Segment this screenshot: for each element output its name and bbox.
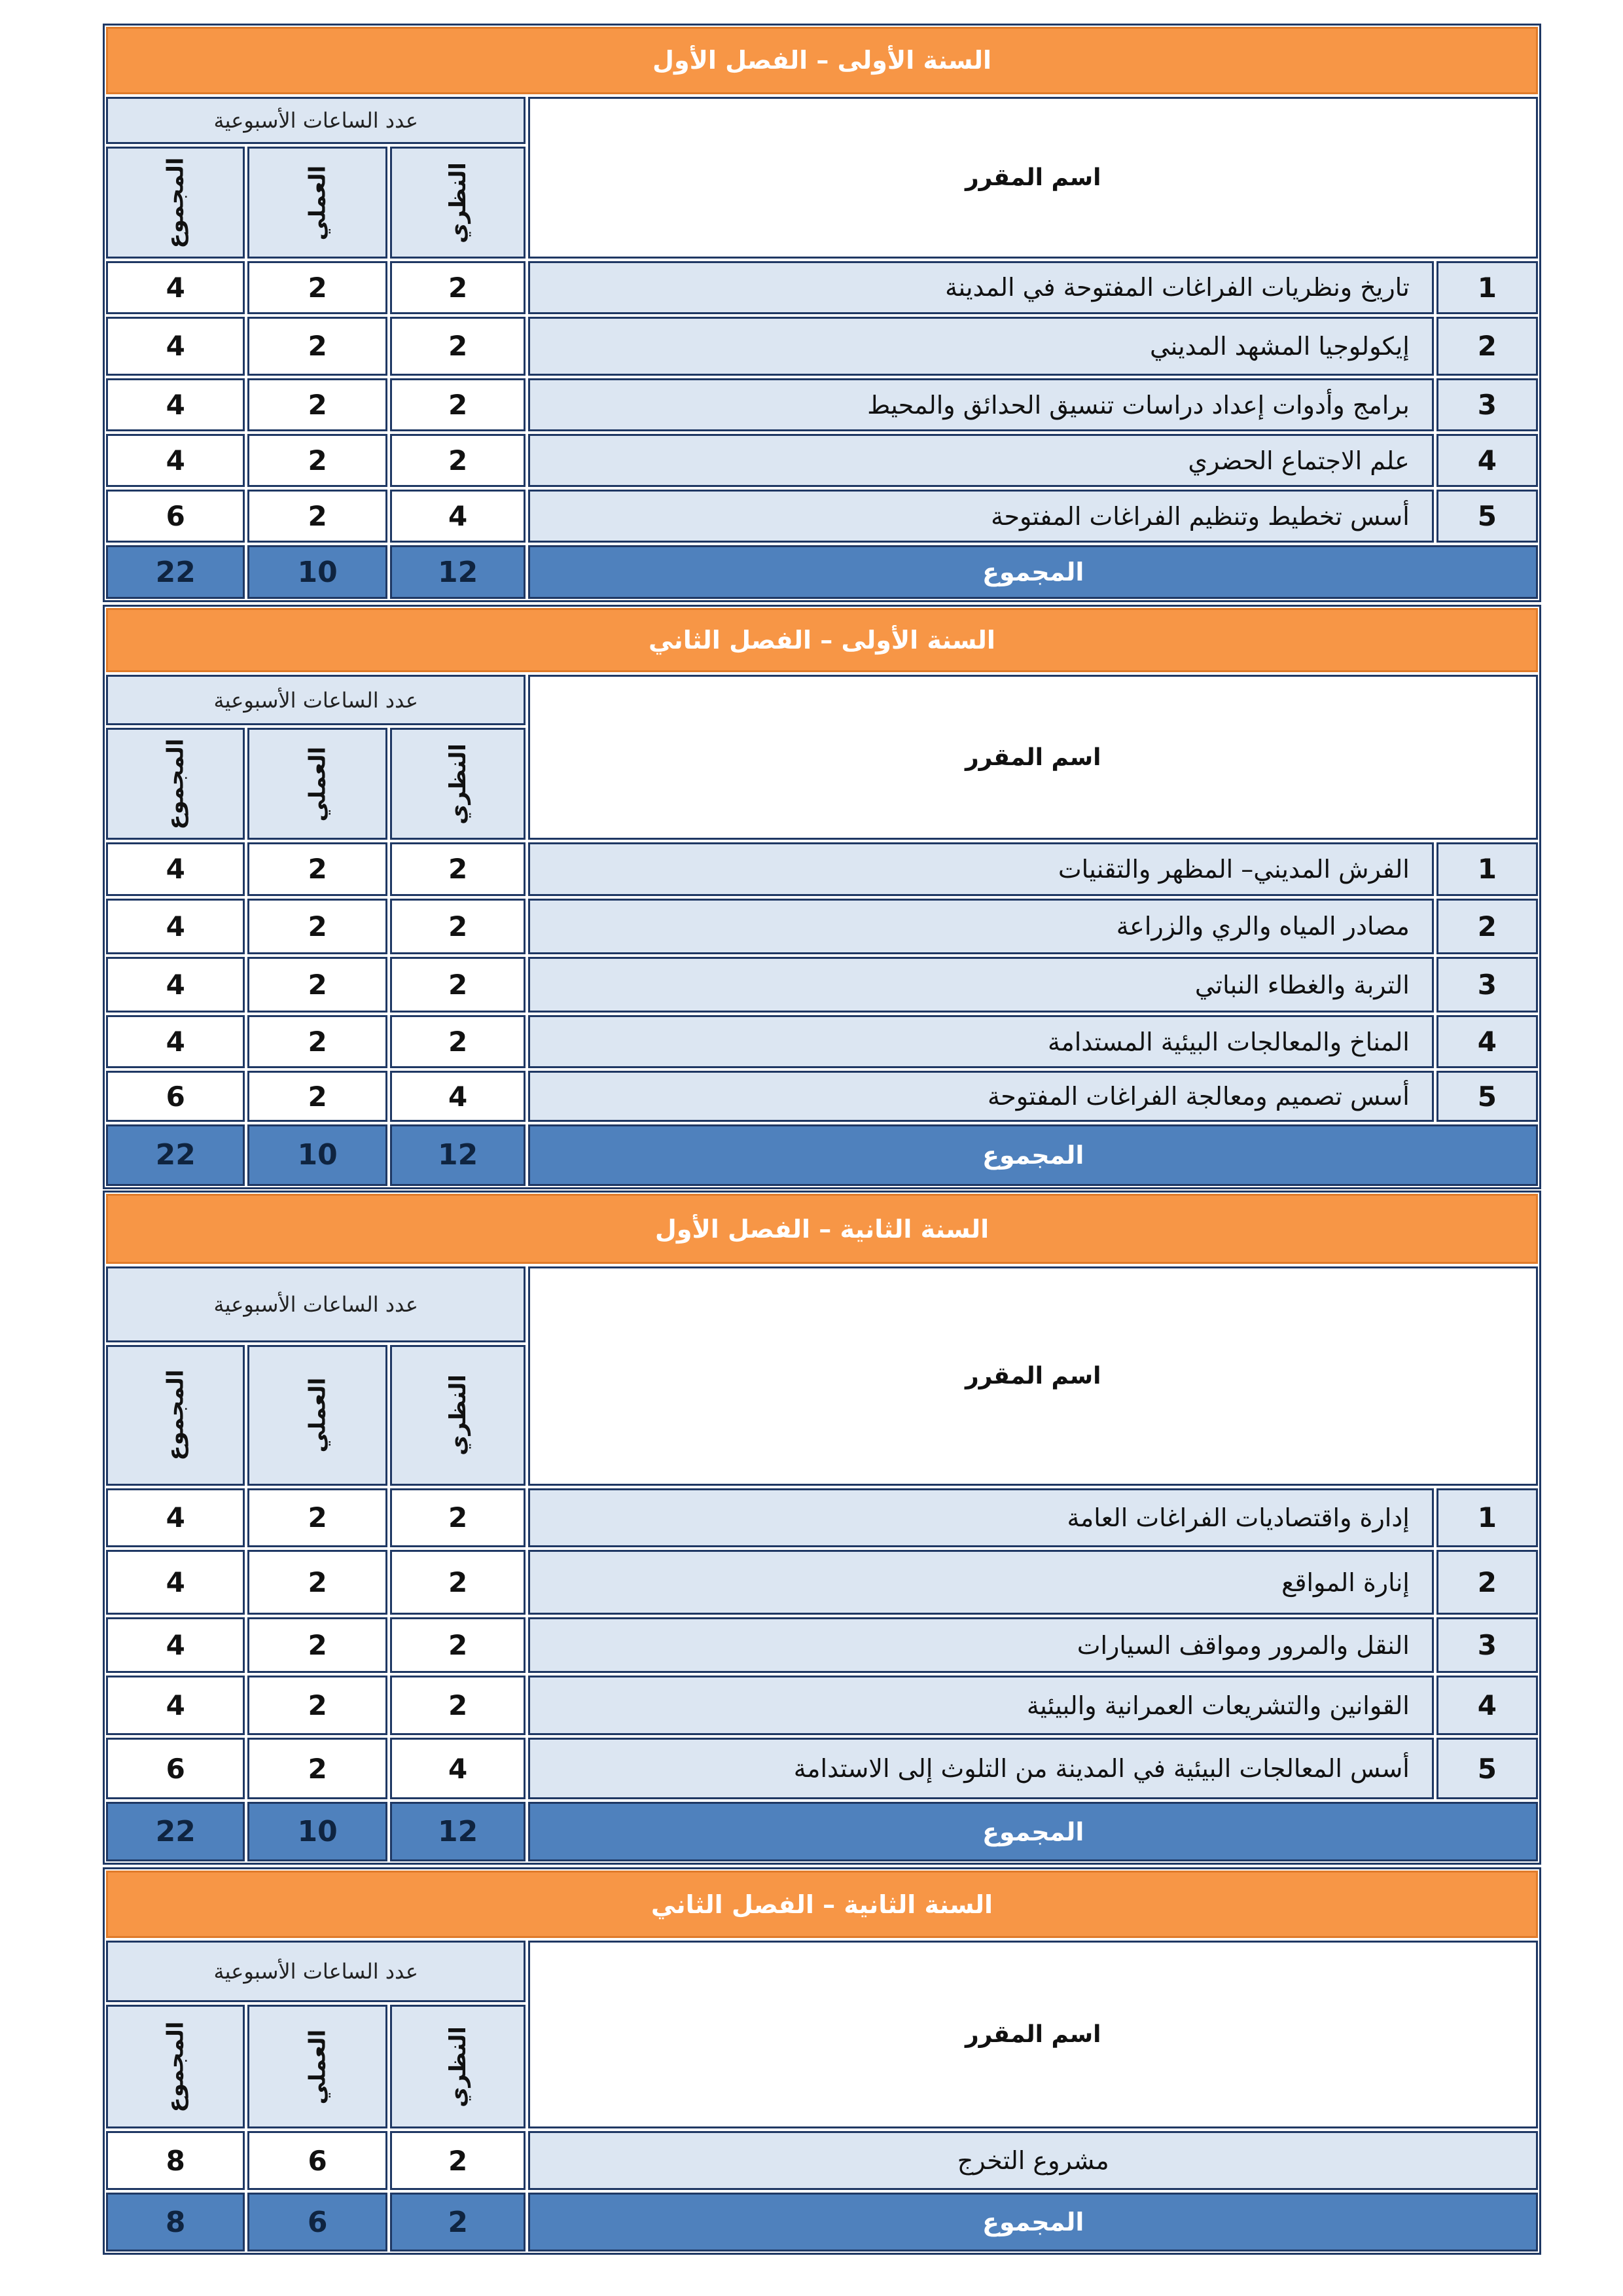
practical-hours-cell: 2 — [247, 1071, 387, 1121]
semester-title: السنة الأولى – الفصل الأول — [106, 27, 1538, 94]
sum-label: المجموع — [528, 1802, 1538, 1861]
course-number-cell: 2 — [1436, 1550, 1538, 1615]
course-name-header: اسم المقرر — [528, 1941, 1538, 2128]
semester-title: السنة الأولى – الفصل الثاني — [106, 608, 1538, 672]
course-name-cell: مشروع التخرج — [528, 2131, 1538, 2190]
practical-hours-label: العملي — [304, 165, 331, 240]
theory-hours-cell: 2 — [390, 317, 526, 376]
practical-hours-cell: 6 — [247, 2131, 387, 2190]
theory-hours-header — [390, 728, 526, 840]
theory-hours-cell: 2 — [390, 957, 526, 1013]
theory-hours-label: النظري — [444, 2026, 471, 2108]
course-name-cell: إيكولوجيا المشهد المديني — [528, 317, 1433, 376]
theory-hours-cell: 2 — [390, 261, 526, 314]
practical-hours-header — [247, 2005, 387, 2128]
course-number-cell: 4 — [1436, 1015, 1538, 1068]
total-hours-header — [106, 728, 245, 840]
practical-hours-cell: 2 — [247, 1676, 387, 1735]
theory-hours-cell: 2 — [390, 1015, 526, 1068]
course-number-cell: 4 — [1436, 434, 1538, 487]
practical-hours-label: العملي — [304, 2029, 331, 2104]
course-name-cell: المناخ والمعالجات البيئية المستدامة — [528, 1015, 1433, 1068]
theory-hours-cell: 2 — [390, 842, 526, 896]
total-hours-cell: 6 — [106, 490, 245, 543]
total-hours-label: المجموع — [162, 156, 189, 249]
course-name-cell: علم الاجتماع الحضري — [528, 434, 1433, 487]
practical-hours-cell: 2 — [247, 1738, 387, 1799]
theory-hours-cell: 2 — [390, 434, 526, 487]
total-hours-header — [106, 1345, 245, 1485]
theory-hours-cell: 2 — [390, 899, 526, 954]
practical-hours-cell: 2 — [247, 957, 387, 1013]
sum-practical-hours: 6 — [247, 2193, 387, 2251]
course-number-cell: 4 — [1436, 1676, 1538, 1735]
theory-hours-cell: 2 — [390, 1676, 526, 1735]
total-hours-label: المجموع — [162, 738, 189, 830]
total-hours-label: المجموع — [162, 1369, 189, 1461]
course-number-cell: 1 — [1436, 1488, 1538, 1548]
practical-hours-cell: 2 — [247, 1550, 387, 1615]
theory-hours-cell: 4 — [390, 490, 526, 543]
total-hours-cell: 4 — [106, 1550, 245, 1615]
theory-hours-label: النظري — [444, 1374, 471, 1456]
semester-table — [103, 24, 1541, 602]
practical-hours-header — [247, 728, 387, 840]
sum-label: المجموع — [528, 2193, 1538, 2251]
practical-hours-header — [247, 1345, 387, 1485]
total-hours-cell: 4 — [106, 378, 245, 431]
weekly-hours-header: عدد الساعات الأسبوعية — [106, 1941, 526, 2002]
semester-title: السنة الثانية – الفصل الثاني — [106, 1871, 1538, 1938]
course-number-cell: 5 — [1436, 490, 1538, 543]
sum-theory-hours: 2 — [390, 2193, 526, 2251]
practical-hours-cell: 2 — [247, 1488, 387, 1548]
theory-hours-header — [390, 1345, 526, 1485]
theory-hours-cell: 2 — [390, 1488, 526, 1548]
semester-title: السنة الثانية – الفصل الأول — [106, 1194, 1538, 1264]
sum-total-hours: 8 — [106, 2193, 245, 2251]
theory-hours-label: النظري — [444, 743, 471, 825]
theory-hours-header — [390, 147, 526, 259]
practical-hours-label: العملي — [304, 1377, 331, 1453]
practical-hours-header — [247, 147, 387, 259]
sum-theory-hours: 12 — [390, 545, 526, 599]
course-name-cell: إدارة واقتصاديات الفراغات العامة — [528, 1488, 1433, 1548]
theory-hours-cell: 2 — [390, 1550, 526, 1615]
total-hours-cell: 6 — [106, 1738, 245, 1799]
total-hours-cell: 4 — [106, 261, 245, 314]
weekly-hours-header: عدد الساعات الأسبوعية — [106, 1266, 526, 1342]
course-name-cell: أسس المعالجات البيئية في المدينة من التلوث إلى الاستدامة — [528, 1738, 1433, 1799]
sum-practical-hours: 10 — [247, 1124, 387, 1186]
course-name-cell: تاريخ ونظريات الفراغات المفتوحة في المدينة — [528, 261, 1433, 314]
course-number-cell: 3 — [1436, 378, 1538, 431]
course-number-cell: 2 — [1436, 317, 1538, 376]
practical-hours-cell: 2 — [247, 261, 387, 314]
sum-total-hours: 22 — [106, 1802, 245, 1861]
semester-table — [103, 1191, 1541, 1865]
theory-hours-cell: 2 — [390, 1617, 526, 1673]
total-hours-cell: 4 — [106, 842, 245, 896]
theory-hours-label: النظري — [444, 162, 471, 243]
course-number-cell: 5 — [1436, 1738, 1538, 1799]
practical-hours-cell: 2 — [247, 842, 387, 896]
course-name-cell: مصادر المياه والري والزراعة — [528, 899, 1433, 954]
total-hours-cell: 4 — [106, 317, 245, 376]
total-hours-cell: 6 — [106, 1071, 245, 1121]
practical-hours-cell: 2 — [247, 1015, 387, 1068]
course-name-header: اسم المقرر — [528, 675, 1538, 840]
sum-theory-hours: 12 — [390, 1802, 526, 1861]
course-name-header: اسم المقرر — [528, 1266, 1538, 1485]
semester-table — [103, 1867, 1541, 2255]
sum-theory-hours: 12 — [390, 1124, 526, 1186]
course-name-header: اسم المقرر — [528, 97, 1538, 259]
course-name-cell: القوانين والتشريعات العمرانية والبيئية — [528, 1676, 1433, 1735]
course-name-cell: إنارة المواقع — [528, 1550, 1433, 1615]
total-hours-cell: 4 — [106, 957, 245, 1013]
total-hours-cell: 8 — [106, 2131, 245, 2190]
sum-label: المجموع — [528, 1124, 1538, 1186]
total-hours-cell: 4 — [106, 1015, 245, 1068]
sum-practical-hours: 10 — [247, 1802, 387, 1861]
weekly-hours-header: عدد الساعات الأسبوعية — [106, 675, 526, 725]
practical-hours-cell: 2 — [247, 899, 387, 954]
course-number-cell: 1 — [1436, 261, 1538, 314]
course-name-cell: النقل والمرور ومواقف السيارات — [528, 1617, 1433, 1673]
total-hours-cell: 4 — [106, 434, 245, 487]
theory-hours-cell: 2 — [390, 378, 526, 431]
course-number-cell: 5 — [1436, 1071, 1538, 1121]
total-hours-cell: 4 — [106, 1488, 245, 1548]
weekly-hours-header: عدد الساعات الأسبوعية — [106, 97, 526, 144]
course-number-cell: 3 — [1436, 1617, 1538, 1673]
course-number-cell: 1 — [1436, 842, 1538, 896]
practical-hours-cell: 2 — [247, 317, 387, 376]
practical-hours-cell: 2 — [247, 1617, 387, 1673]
course-name-cell: أسس تصميم ومعالجة الفراغات المفتوحة — [528, 1071, 1433, 1121]
sum-total-hours: 22 — [106, 545, 245, 599]
course-number-cell: 2 — [1436, 899, 1538, 954]
sum-total-hours: 22 — [106, 1124, 245, 1186]
total-hours-cell: 4 — [106, 1676, 245, 1735]
course-name-cell: التربة والغطاء النباتي — [528, 957, 1433, 1013]
theory-hours-cell: 2 — [390, 2131, 526, 2190]
sum-label: المجموع — [528, 545, 1538, 599]
course-name-cell: الفرش المديني– المظهر والتقنيات — [528, 842, 1433, 896]
total-hours-header — [106, 2005, 245, 2128]
semester-table — [103, 605, 1541, 1189]
total-hours-header — [106, 147, 245, 259]
practical-hours-cell: 2 — [247, 378, 387, 431]
theory-hours-cell: 4 — [390, 1738, 526, 1799]
practical-hours-cell: 2 — [247, 490, 387, 543]
total-hours-label: المجموع — [162, 2021, 189, 2113]
total-hours-cell: 4 — [106, 1617, 245, 1673]
course-name-cell: أسس تخطيط وتنظيم الفراغات المفتوحة — [528, 490, 1433, 543]
practical-hours-label: العملي — [304, 746, 331, 821]
course-name-cell: برامج وأدوات إعداد دراسات تنسيق الحدائق والمحيط — [528, 378, 1433, 431]
theory-hours-cell: 4 — [390, 1071, 526, 1121]
practical-hours-cell: 2 — [247, 434, 387, 487]
course-number-cell: 3 — [1436, 957, 1538, 1013]
total-hours-cell: 4 — [106, 899, 245, 954]
theory-hours-header — [390, 2005, 526, 2128]
sum-practical-hours: 10 — [247, 545, 387, 599]
